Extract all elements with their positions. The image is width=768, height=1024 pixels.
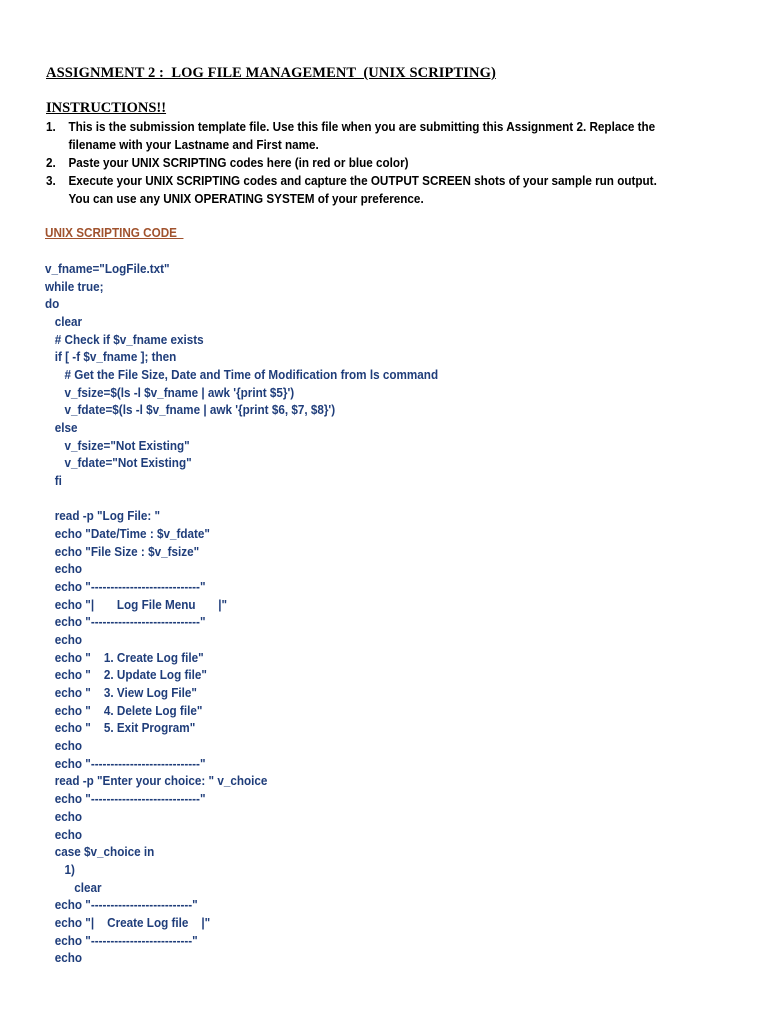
- document-title: ASSIGNMENT 2 : LOG FILE MANAGEMENT (UNIX SCRIPTING): [46, 65, 496, 81]
- code-line: else: [45, 420, 78, 436]
- code-line: echo "----------------------------": [45, 579, 206, 595]
- code-line: echo " 5. Exit Program": [45, 720, 196, 736]
- instruction-number: 3.: [46, 173, 56, 188]
- instruction-text: This is the submission template file. Use this file when you are submitting this Assignment 2. Replace the filename with your Lastname and First name.: [68, 119, 656, 152]
- instruction-item: [46, 154, 667, 172]
- code-line: v_fsize="Not Existing": [45, 437, 190, 453]
- code-section-heading: UNIX SCRIPTING CODE: [45, 225, 184, 240]
- code-line: v_fdate=$(ls -l $v_fname | awk '{print $6, $7, $8}'): [45, 402, 336, 418]
- code-line: echo "--------------------------": [45, 897, 198, 913]
- code-line: echo: [45, 738, 83, 754]
- code-line: echo "----------------------------": [45, 755, 206, 771]
- code-line: echo: [45, 808, 83, 824]
- code-line: echo " 4. Delete Log file": [45, 702, 203, 718]
- code-line: read -p "Log File: ": [45, 508, 161, 524]
- code-line: echo " 2. Update Log file": [45, 667, 207, 683]
- code-line: case $v_choice in: [45, 844, 155, 860]
- code-line: while true;: [45, 278, 104, 294]
- instruction-number: 1.: [46, 119, 56, 134]
- code-line: read -p "Enter your choice: " v_choice: [45, 773, 268, 789]
- code-line: echo "| Create Log file |": [45, 914, 211, 930]
- instruction-text: Paste your UNIX SCRIPTING codes here (in red or blue color): [68, 155, 409, 170]
- code-line: if [ -f $v_fname ]; then: [45, 349, 177, 365]
- instruction-item: [46, 118, 667, 154]
- code-line: clear: [45, 314, 83, 330]
- code-line: echo "Date/Time : $v_fdate": [45, 526, 210, 542]
- code-line: echo " 1. Create Log file": [45, 649, 204, 665]
- code-line: # Check if $v_fname exists: [45, 331, 204, 347]
- code-line: echo: [45, 826, 83, 842]
- instructions-list: [46, 118, 667, 208]
- code-line: echo: [45, 632, 83, 648]
- code-line: v_fsize=$(ls -l $v_fname | awk '{print $5}'): [45, 384, 295, 400]
- code-line: echo " 3. View Log File": [45, 685, 197, 701]
- code-line: echo "| Log File Menu |": [45, 596, 228, 612]
- instruction-item: [46, 172, 667, 208]
- code-line: clear: [45, 879, 102, 895]
- code-line: 1): [45, 861, 75, 877]
- code-line: # Get the File Size, Date and Time of Modification from ls command: [45, 367, 439, 383]
- code-line: fi: [45, 473, 62, 489]
- code-line: echo "--------------------------": [45, 932, 198, 948]
- code-line: echo "----------------------------": [45, 791, 206, 807]
- code-line: v_fdate="Not Existing": [45, 455, 192, 471]
- code-line: do: [45, 296, 60, 312]
- code-block: [45, 260, 438, 967]
- code-line: echo "----------------------------": [45, 614, 206, 630]
- code-line: [45, 490, 438, 508]
- code-line: echo: [45, 561, 83, 577]
- instruction-number: 2.: [46, 155, 56, 170]
- instruction-text: Execute your UNIX SCRIPTING codes and capture the OUTPUT SCREEN shots of your sample run output. You can use any UNIX OPERATING SYSTEM of your preference.: [68, 173, 657, 206]
- code-line: echo: [45, 950, 83, 966]
- code-line: v_fname="LogFile.txt": [45, 261, 170, 276]
- code-line: echo "File Size : $v_fsize": [45, 543, 200, 559]
- instructions-heading: INSTRUCTIONS!!: [46, 100, 167, 116]
